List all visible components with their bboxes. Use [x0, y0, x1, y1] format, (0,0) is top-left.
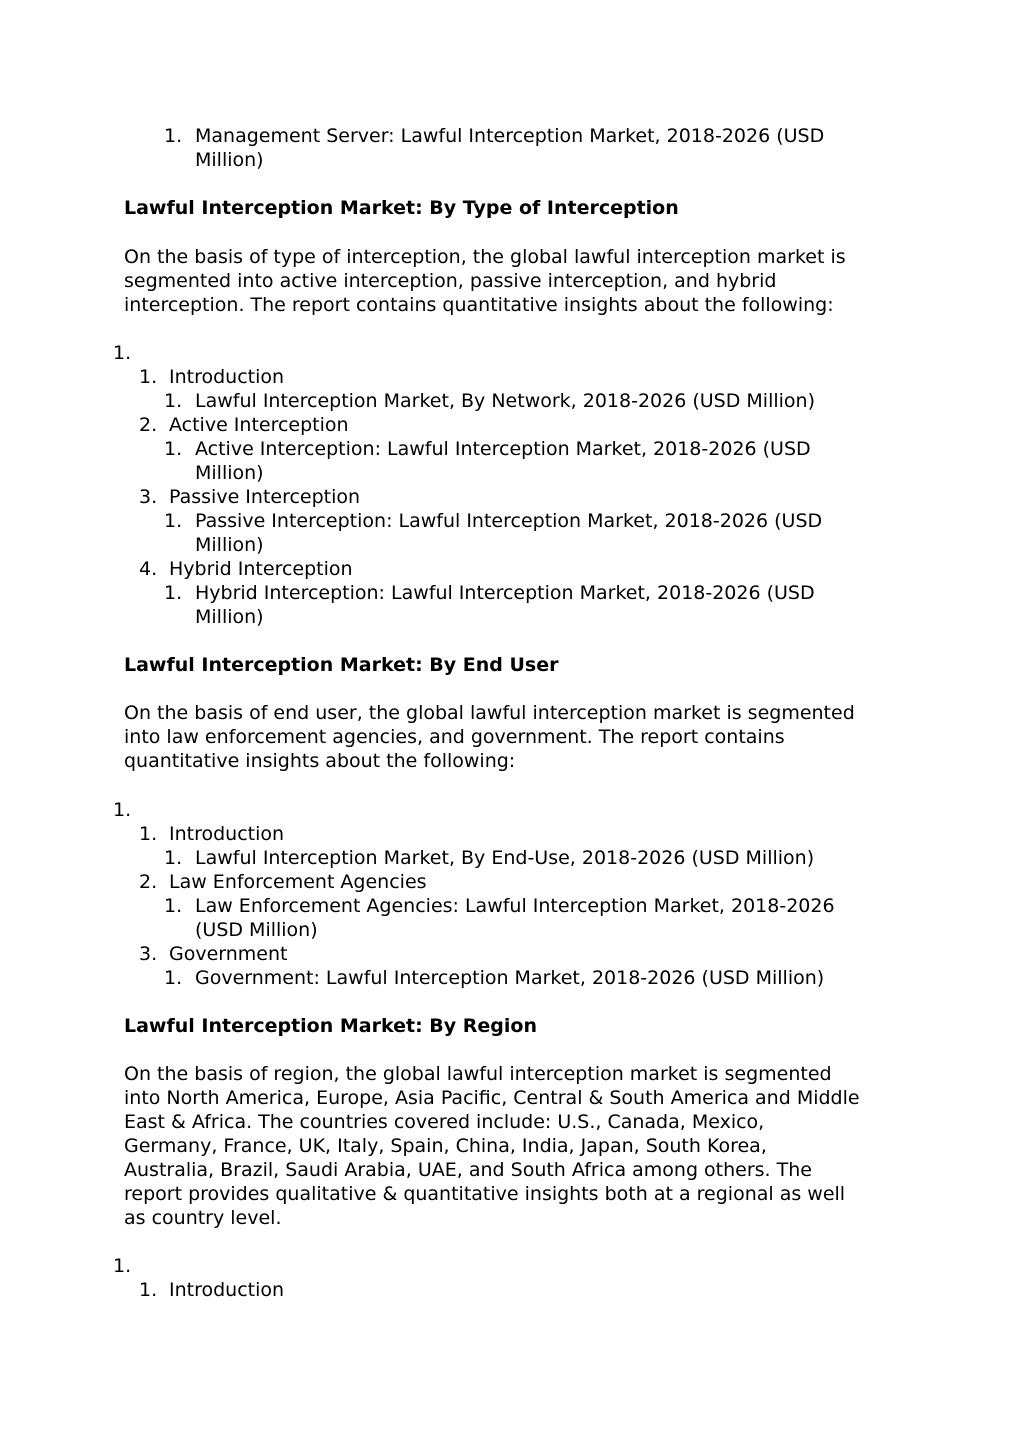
outer-list-number: 1. — [113, 1255, 132, 1277]
section-heading-end-user: Lawful Interception Market: By End User — [124, 654, 559, 676]
paragraph-line: interception. The report contains quantitative insights about the following: — [124, 294, 834, 316]
sub-list-item-continuation: (USD Million) — [195, 919, 318, 941]
paragraph-line: East & Africa. The countries covered include: U.S., Canada, Mexico, — [124, 1111, 765, 1133]
sub-list-item-continuation: Million) — [195, 462, 264, 484]
sub-list-number: 1. — [164, 438, 183, 460]
sub-list-item: Hybrid Interception: Lawful Interception Market, 2018-2026 (USD — [195, 582, 815, 604]
sub-list-item: Law Enforcement Agencies: Lawful Interception Market, 2018-2026 — [195, 895, 835, 917]
list-number: 3. — [139, 943, 158, 965]
paragraph-line: On the basis of type of interception, the global lawful interception market is — [124, 246, 846, 268]
list-item: Law Enforcement Agencies — [169, 871, 427, 893]
list-item: Introduction — [169, 823, 285, 845]
sub-list-number: 1. — [164, 582, 183, 604]
list-item: Passive Interception — [169, 486, 361, 508]
list-number: 1. — [164, 125, 183, 147]
sub-list-number: 1. — [164, 895, 183, 917]
section-paragraph-end-user — [124, 701, 904, 773]
sub-list-number: 1. — [164, 510, 183, 532]
sub-list-item: Active Interception: Lawful Interception Market, 2018-2026 (USD — [195, 438, 811, 460]
paragraph-line: segmented into active interception, passive interception, and hybrid — [124, 270, 777, 292]
list-number: 1. — [139, 366, 158, 388]
sub-list-number: 1. — [164, 390, 183, 412]
list-number: 3. — [139, 486, 158, 508]
list-item: Management Server: Lawful Interception Market, 2018-2026 (USD — [195, 125, 825, 147]
list-number: 1. — [139, 1279, 158, 1301]
paragraph-line: into North America, Europe, Asia Pacific, Central & South America and Middle — [124, 1087, 860, 1109]
paragraph-line: Australia, Brazil, Saudi Arabia, UAE, and South Africa among others. The — [124, 1159, 812, 1181]
list-number: 4. — [139, 558, 158, 580]
section-paragraph-type — [124, 245, 904, 317]
list-number: 2. — [139, 871, 158, 893]
sub-list-number: 1. — [164, 967, 183, 989]
list-item: Active Interception — [169, 414, 349, 436]
list-number: 1. — [139, 823, 158, 845]
section-heading-region: Lawful Interception Market: By Region — [124, 1015, 537, 1037]
paragraph-line: into law enforcement agencies, and government. The report contains — [124, 726, 785, 748]
section-paragraph-region — [124, 1062, 904, 1230]
section-heading-type: Lawful Interception Market: By Type of Interception — [124, 197, 679, 219]
sub-list-item-continuation: Million) — [195, 534, 264, 556]
sub-list-item: Lawful Interception Market, By Network, 2018-2026 (USD Million) — [195, 390, 815, 412]
paragraph-line: as country level. — [124, 1207, 282, 1229]
sub-list-number: 1. — [164, 847, 183, 869]
list-item: Introduction — [169, 1279, 285, 1301]
sub-list-item-continuation: Million) — [195, 606, 264, 628]
paragraph-line: report provides qualitative & quantitative insights both at a regional as well — [124, 1183, 846, 1205]
paragraph-line: Germany, France, UK, Italy, Spain, China, India, Japan, South Korea, — [124, 1135, 767, 1157]
paragraph-line: On the basis of region, the global lawful interception market is segmented — [124, 1063, 832, 1085]
list-item: Introduction — [169, 366, 285, 388]
sub-list-item: Passive Interception: Lawful Interception Market, 2018-2026 (USD — [195, 510, 823, 532]
sub-list-item: Lawful Interception Market, By End-Use, 2018-2026 (USD Million) — [195, 847, 815, 869]
paragraph-line: On the basis of end user, the global lawful interception market is segmented — [124, 702, 855, 724]
list-item: Hybrid Interception — [169, 558, 353, 580]
paragraph-line: quantitative insights about the following: — [124, 750, 516, 772]
outer-list-number: 1. — [113, 342, 132, 364]
list-number: 2. — [139, 414, 158, 436]
sub-list-item: Government: Lawful Interception Market, 2018-2026 (USD Million) — [195, 967, 825, 989]
list-item: Government — [169, 943, 288, 965]
list-item-continuation: Million) — [195, 149, 264, 171]
outer-list-number: 1. — [113, 799, 132, 821]
